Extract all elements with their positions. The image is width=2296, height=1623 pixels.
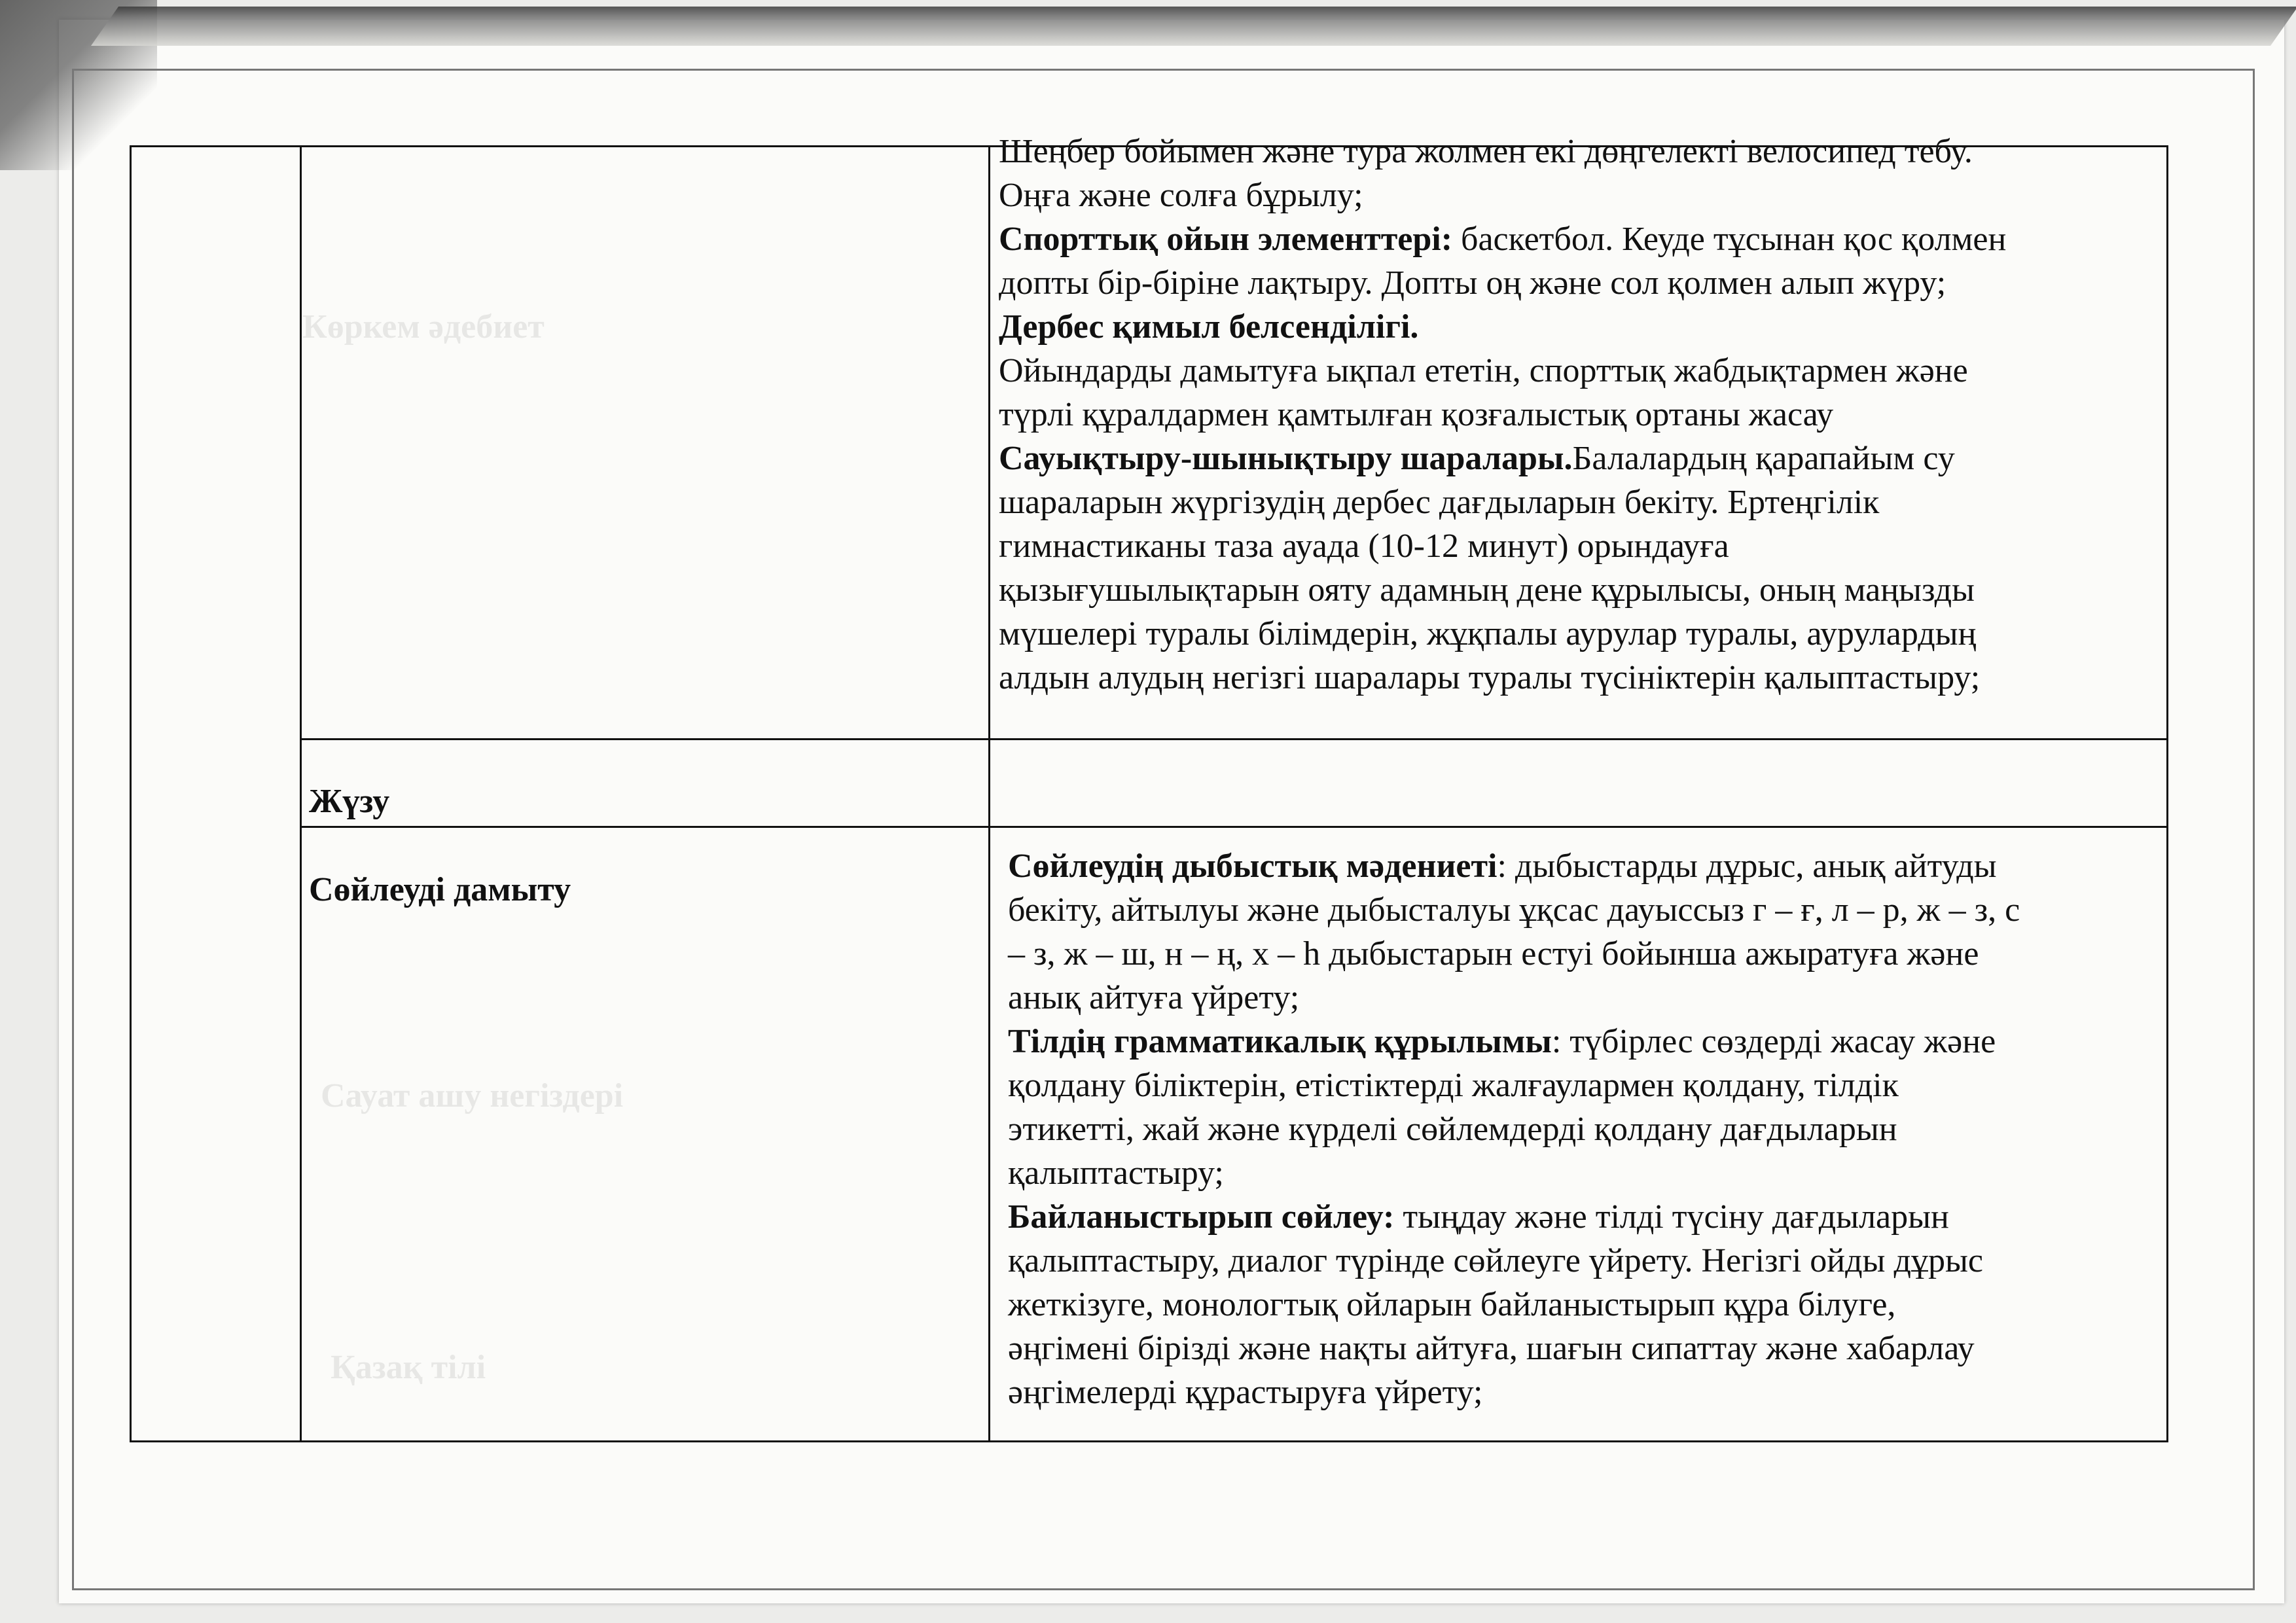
text-line — [999, 130, 2006, 173]
text-line — [1008, 1151, 2020, 1195]
text-line — [999, 480, 2006, 524]
bold-heading: Сауықтыру-шынықтыру шаралары. — [999, 440, 1573, 477]
bold-heading: Сөйлеудің дыбыстық мәдениеті — [1008, 847, 1498, 885]
bold-heading: Байланыстырып сөйлеу: — [1008, 1198, 1395, 1236]
body-text: гимнастиканы таза ауада (10-12 минут) орындауға — [999, 527, 1729, 565]
text-line — [999, 349, 2006, 393]
show-through-text: Сауат ашу негіздері — [321, 1077, 624, 1115]
body-text: шараларын жүргізудің дербес дағдыларын бекіту. Ертеңгілік — [999, 484, 1880, 521]
bold-heading: Спорттық ойын элементтері: — [999, 221, 1453, 258]
body-text: анық айтуға үйрету; — [1008, 979, 1300, 1016]
show-through-text: Қазақ тілі — [331, 1349, 486, 1386]
text-line — [999, 656, 2006, 700]
table-cell-content — [999, 130, 2006, 700]
bold-heading: Тілдің грамматикалық құрылымы — [1008, 1023, 1552, 1060]
text-line — [999, 305, 2006, 349]
body-text: тыңдау және тілді түсіну дағдыларын — [1394, 1198, 1949, 1236]
text-line — [1008, 1239, 2020, 1283]
table-row-divider — [300, 826, 2168, 828]
body-text: түрлі құралдармен қамтылған қозғалыстық ортаны жасау — [999, 396, 1834, 433]
body-text: допты бір-біріне лақтыру. Допты оң және сол қолмен алып жүру; — [999, 264, 1946, 302]
text-line — [1008, 1107, 2020, 1151]
text-line — [1008, 1195, 2020, 1239]
text-line — [1008, 888, 2020, 932]
body-text: қалыптастыру; — [1008, 1154, 1224, 1192]
body-text: Шеңбер бойымен және тура жолмен екі дөңгелекті велосипед тебу. — [999, 133, 1973, 170]
body-text: Ойындарды дамытуға ықпал ететін, спорттық жабдықтармен және — [999, 352, 1968, 389]
text-line — [1008, 844, 2020, 888]
body-text: қолдану біліктерін, етістіктерді жалғаулармен қолдану, тілдік — [1008, 1067, 1899, 1104]
text-line — [999, 612, 2006, 656]
text-line — [1008, 976, 2020, 1020]
text-line — [1008, 932, 2020, 976]
body-text: Балалардың қарапайым су — [1572, 440, 1955, 477]
text-line — [1008, 1327, 2020, 1370]
body-text: : дыбыстарды дұрыс, анық айтуды — [1497, 847, 1997, 885]
table-column-divider — [300, 145, 302, 1442]
body-text: мүшелері туралы білімдерін, жұқпалы аурулар туралы, аурулардың — [999, 615, 1977, 652]
text-line — [999, 173, 2006, 217]
body-text: алдын алудың негізгі шаралары туралы түсініктерін қалыптастыру; — [999, 659, 1981, 696]
text-line — [999, 261, 2006, 305]
text-line — [999, 393, 2006, 437]
body-text: әңгімені бірізді және нақты айтуға, шағын сипаттау және хабарлау — [1008, 1330, 1975, 1367]
page-fold-edge — [91, 7, 2296, 46]
text-line — [999, 568, 2006, 612]
body-text: қызығушылықтарын ояту адамның дене құрылысы, оның маңызды — [999, 571, 1975, 609]
text-line — [1008, 1063, 2020, 1107]
bold-heading: Дербес қимыл белсенділігі. — [999, 308, 1419, 346]
text-line — [999, 524, 2006, 568]
table-cell-content — [1008, 844, 2020, 1414]
table-row-label: Жүзу — [309, 783, 390, 820]
body-text: әңгімелерді құрастыруға үйрету; — [1008, 1374, 1483, 1411]
table-column-divider — [988, 145, 990, 1442]
body-text: : түбірлес сөздерді жасау және — [1551, 1023, 1996, 1060]
body-text: баскетбол. Кеуде тұсынан қос қолмен — [1452, 221, 2007, 258]
show-through-text: Көркем әдебиет — [302, 308, 545, 346]
body-text: – з, ж – ш, н – ң, х – һ дыбыстарын естуі бойынша ажыратуға және — [1008, 935, 1979, 972]
text-line — [999, 437, 2006, 480]
body-text: қалыптастыру, диалог түрінде сөйлеуге үйрету. Негізгі ойды дұрыс — [1008, 1242, 1983, 1279]
text-line — [1008, 1020, 2020, 1063]
body-text: Оңға және солға бұрылу; — [999, 177, 1363, 214]
table-row-label: Сөйлеуді дамыту — [309, 871, 571, 908]
body-text: бекіту, айтылуы және дыбысталуы ұқсас дауыссыз г – ғ, л – р, ж – з, с — [1008, 891, 2020, 929]
text-line — [1008, 1370, 2020, 1414]
body-text: этикетті, жай және күрделі сөйлемдерді қолдану дағдыларын — [1008, 1111, 1897, 1148]
table-row-divider — [300, 738, 2168, 740]
text-line — [1008, 1283, 2020, 1327]
text-line — [999, 217, 2006, 261]
body-text: жеткізуге, монологтық ойларын байланыстырып құра білуге, — [1008, 1286, 1896, 1323]
